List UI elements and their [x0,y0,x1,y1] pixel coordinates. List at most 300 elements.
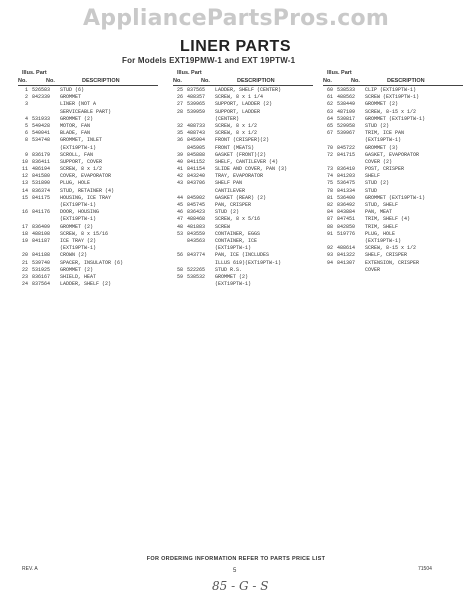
part-row [18,252,158,259]
illus-number [18,145,30,152]
part-number: 845722 [337,144,356,151]
part-row [173,238,313,245]
illus-part-header: Illus. Part [177,70,202,76]
part-row [18,152,158,159]
part-description: SHELF PAN [215,180,243,187]
illus-number: 62 [326,101,333,108]
description-header: DESCRIPTION [82,78,120,84]
part-description: EXTENSION, CRISPER [365,259,420,266]
part-row [18,145,158,152]
part-row [173,224,313,231]
part-row [323,267,463,274]
part-row [18,173,158,180]
part-description: CANTILEVER [215,187,246,194]
part-row [323,152,463,159]
part-description: LADDER, SHELF (2) [60,281,112,288]
illus-number: 45 [176,202,183,208]
part-description: GROMMET (EXT19PTW-1) [365,115,426,122]
illus-number [323,267,335,274]
part-number [30,245,60,252]
illus-number: 4 [24,115,28,122]
illus-number: 19 [21,237,28,244]
part-description: STUD R.S. [215,266,243,273]
part-row [173,173,313,180]
illus-number: 21 [21,259,28,266]
part-description: SCREW (EXT19PTW-1) [365,94,420,101]
illus-number: 72 [326,151,333,158]
part-description: SHELF, CANTILEVER (4) [215,158,279,165]
part-row [173,145,313,152]
part-description: POST, CRISPER [365,166,405,173]
part-description: SCREW, 8 x 1/2 [215,130,258,137]
part-row [173,195,313,202]
part-row [18,180,158,187]
illus-number: 12 [21,173,28,180]
part-number: 488468 [187,216,206,223]
part-description: SCROLL, FAN [60,151,94,158]
part-number: 488733 [187,122,206,129]
part-row [18,238,158,245]
part-number [335,267,365,274]
part-description: (EXT19PTW-1) [60,202,97,208]
illus-number: 2 [24,94,28,101]
illus-number: 91 [326,230,333,237]
illus-number: 75 [326,180,333,187]
part-number: 836374 [32,187,51,194]
illus-number: 81 [326,194,333,201]
part-description: GASKET (REAR) (2) [215,194,267,201]
part-description: STUD, RETAINER (4) [60,187,115,194]
part-row [173,260,313,267]
part-number: 539959 [187,108,206,115]
illus-number [173,188,185,195]
part-number: 836409 [32,223,51,230]
part-number: 522265 [187,266,206,273]
illus-number [323,159,335,166]
part-description: ILLUS 619)(EXT19PTW-1) [215,259,282,266]
illus-number: 92 [326,245,333,252]
illus-number: 3 [24,101,28,108]
part-description: TRAY, EVAPORATOR [215,173,264,180]
part-no-header: No. [201,78,210,84]
part-number [30,202,60,209]
part-number: 845745 [187,202,206,208]
part-row [173,231,313,238]
parts-rows [173,87,313,288]
illus-number [173,281,185,288]
part-row [323,94,463,101]
part-number: 841187 [32,237,51,244]
part-number: 538532 [187,273,206,280]
part-number: 845904 [187,137,206,144]
part-row [323,159,463,166]
part-description: PAN, MEAT [365,209,393,216]
part-row [173,101,313,108]
part-description: SERVICEABLE PART) [60,108,112,115]
illus-number: 88 [326,223,333,230]
illus-number: 35 [176,130,183,137]
illus-number: 20 [21,252,28,259]
illus-number: 40 [176,158,183,165]
illus-number [323,137,335,144]
part-description: GROMMET (2) [60,266,94,273]
part-number: 836411 [32,158,51,165]
part-description: (EXT19PTW-1) [215,245,252,252]
part-description: ICE TRAY (2) [60,237,97,244]
part-number: 845902 [187,194,206,201]
part-description: SLIDE AND COVER, PAN (3) [215,166,288,173]
illus-number [173,238,185,245]
column-header [18,70,158,86]
part-row [173,202,313,209]
part-row [18,188,158,195]
part-row [18,195,158,202]
part-number: 836410 [337,166,356,173]
part-row [323,166,463,173]
parts-rows [323,87,463,274]
illus-number: 42 [176,173,183,180]
part-row [323,123,463,130]
illus-number: 23 [21,273,28,280]
part-number: 486194 [32,166,51,173]
part-number: 841152 [187,158,206,165]
part-number [30,109,60,116]
part-description: SCREW, 8 x 1/2 [60,166,103,173]
part-number: 836179 [32,151,51,158]
part-number [185,116,215,123]
part-number: 836492 [337,202,356,208]
part-row [18,94,158,101]
part-number: 531890 [32,180,51,187]
ordering-footer: FOR ORDERING INFORMATION REFER TO PARTS PRICE LIST [146,556,326,562]
handwritten-note: 85 - G - S [212,579,269,593]
part-number: 841715 [337,151,356,158]
part-number [185,281,215,288]
part-number: 837564 [32,281,51,288]
part-number: 488108 [32,230,51,237]
illus-number: 15 [21,194,28,201]
document-code: 71504 [418,566,432,572]
part-number: 841203 [337,173,356,180]
part-row [323,109,463,116]
parts-column-2 [173,70,313,288]
part-description: CONTAINER, EGGS [215,230,261,237]
illus-number: 61 [326,94,333,101]
part-description: GROMMET (2) [60,223,94,230]
illus-number: 70 [326,144,333,151]
part-description: SCREW, 8 x 1/2 [215,122,258,129]
part-row [18,116,158,123]
part-row [18,137,158,144]
part-row [173,123,313,130]
part-row [173,159,313,166]
part-row [18,202,158,209]
illus-number [18,202,30,209]
illus-number: 60 [326,87,333,93]
illus-number: 94 [326,259,333,266]
illus-number: 28 [176,108,183,115]
part-number: 837565 [187,87,206,93]
illus-number: 32 [176,122,183,129]
part-description: (EXT19PTW-1) [365,237,402,244]
part-row [173,180,313,187]
no-header: No. [323,78,332,84]
illus-number [18,245,30,252]
illus-number: 11 [21,166,28,173]
part-number: 841154 [187,166,206,173]
part-number: 843563 [187,237,206,244]
illus-number [173,260,185,267]
part-number: 847451 [337,216,356,223]
part-number: 538533 [337,87,356,93]
part-row [323,202,463,209]
page-subtitle: For Models EXT19PMW-1 and EXT 19PTW-1 [122,56,296,65]
illus-number: 26 [176,94,183,101]
description-header: DESCRIPTION [237,78,275,84]
illus-number: 64 [326,115,333,122]
illus-number: 53 [176,230,183,237]
illus-number: 63 [326,108,333,115]
part-description: (EXT19PTW-1) [215,281,252,288]
part-number: 539967 [337,130,356,137]
illus-number: 73 [326,166,333,173]
illus-number: 84 [326,209,333,216]
part-number: 488562 [337,94,356,101]
part-row [173,166,313,173]
part-row [18,130,158,137]
illus-number: 9 [24,151,28,158]
part-description: MOTOR, FAN [60,122,91,129]
part-number: 845888 [187,151,206,158]
illus-number: 56 [176,252,183,259]
illus-number: 25 [176,87,183,93]
illus-number: 41 [176,166,183,173]
part-description: STUD (6) [60,87,85,93]
part-row [173,209,313,216]
part-description: GASKET, EVAPORATOR [365,151,420,158]
part-description: COVER, EVAPORATOR [60,173,112,180]
illus-part-header: Illus. Part [327,70,352,76]
part-row [18,267,158,274]
illus-number: 1 [24,87,28,93]
part-description: TRIM, SHELF (4) [365,216,411,223]
part-row [18,166,158,173]
part-description: GASKET (FRONT)(2) [215,151,267,158]
part-description: SCREW, 8-15 x 1/2 [365,108,417,115]
part-number: 531925 [32,266,51,273]
part-row [323,209,463,216]
part-description: (EXT19PTW-1) [60,144,97,151]
part-row [323,137,463,144]
part-number: 540041 [32,130,51,137]
part-row [18,87,158,94]
illus-number [323,238,335,245]
part-description: SCREW, 8 x 1 1/4 [215,94,264,101]
part-description: CROWN (2) [60,252,88,259]
part-row [173,87,313,94]
part-description: PLUG, HOLE [60,180,91,187]
part-row [173,216,313,223]
part-number: 531933 [32,115,51,122]
part-number [30,216,60,223]
part-description: CONTAINER, ICE [215,237,258,244]
part-number: 539740 [32,259,51,266]
part-description: GROMMET [60,94,82,101]
illus-number: 36 [176,137,183,144]
illus-number: 46 [176,209,183,216]
part-description: SUPPORT, COVER [60,158,103,165]
part-row [323,101,463,108]
part-row [323,145,463,152]
part-description: FRONT (MEATS) [215,144,255,151]
illus-number: 82 [326,202,333,208]
part-row [323,216,463,223]
illus-number: 17 [21,223,28,230]
page-title: LINER PARTS [180,38,291,55]
illus-number: 87 [326,216,333,223]
part-number: 549428 [32,122,51,129]
part-row [173,274,313,281]
no-header: No. [18,78,27,84]
illus-number [18,109,30,116]
part-row [173,267,313,274]
part-number [335,137,365,144]
part-description: COVER (2) [365,158,393,165]
part-row [18,216,158,223]
part-row [323,238,463,245]
part-row [18,123,158,130]
part-number [185,245,215,252]
part-description: (CENTER) [215,115,240,122]
part-number: 539965 [187,101,206,108]
part-row [173,94,313,101]
column-header [173,70,313,86]
part-number: 836423 [187,209,206,216]
part-row [173,252,313,259]
part-number: 843240 [187,173,206,180]
part-number: 488614 [337,245,356,252]
part-description: TRIM, ICE PAN [365,130,405,137]
part-row [173,130,313,137]
part-number: 841176 [32,209,51,216]
illus-number [173,245,185,252]
part-description: SHELF [365,173,381,180]
part-description: GROMMET (2) [365,101,399,108]
illus-number: 59 [176,273,183,280]
part-description: CLIP (EXT19PTW-1) [365,87,417,93]
part-row [323,180,463,187]
illus-number: 44 [176,194,183,201]
part-description: GROMMET (EXT19PTW-1) [365,194,426,201]
part-description: (EXT19PTW-1) [60,216,97,223]
part-description: SUPPORT, LADDER (2) [215,101,273,108]
part-description: GROMMET (3) [365,144,399,151]
illus-number: 67 [326,130,333,137]
part-row [323,195,463,202]
part-number: 841322 [337,252,356,259]
part-row [18,101,158,108]
part-row [323,188,463,195]
part-row [18,260,158,267]
part-description: SHELF, CRISPER [365,252,408,259]
part-description: SPACER, INSULATOR (6) [60,259,124,266]
illus-number: 48 [176,223,183,230]
illus-number: 6 [24,130,28,137]
part-description: (EXT19PTW-1) [60,245,97,252]
part-description: STUD, SHELF [365,202,399,208]
part-description: SCREW, 8 x 5/16 [215,216,261,223]
part-number: 488357 [187,94,206,101]
part-no-header: No. [46,78,55,84]
part-number: 841175 [32,194,51,201]
part-row [18,159,158,166]
part-number: 841580 [32,173,51,180]
part-number: 530817 [337,115,356,122]
part-number: 841334 [337,187,356,194]
part-row [323,116,463,123]
illus-number: 8 [24,137,28,144]
part-number: 845905 [187,144,206,151]
part-number: 836167 [32,273,51,280]
part-row [323,245,463,252]
part-description: PAN, CRISPER [215,202,252,208]
part-number [335,159,365,166]
part-number: 841307 [337,259,356,266]
part-row [173,109,313,116]
part-row [323,260,463,267]
illus-number: 39 [176,151,183,158]
part-no-header: No. [351,78,360,84]
parts-column-3 [323,70,463,274]
part-number: 843559 [187,230,206,237]
part-row [173,188,313,195]
no-header: No. [173,78,182,84]
illus-number: 27 [176,101,183,108]
illus-number: 14 [21,187,28,194]
part-description: PAN, ICE (INCLUDES [215,252,270,259]
part-description: HOUSING, ICE TRAY [60,194,112,201]
part-row [173,245,313,252]
part-description: (EXT19PTW-1) [365,137,402,144]
illus-part-header: Illus. Part [22,70,47,76]
part-row [18,281,158,288]
part-description: STUD (2) [215,209,240,216]
part-row [18,231,158,238]
part-description: GROMMET (2) [215,273,249,280]
part-row [323,231,463,238]
part-description: STUD [365,187,378,194]
part-description: SUPPORT, LADDER [215,108,261,115]
illus-number: 22 [21,266,28,273]
part-number: 538449 [337,101,356,108]
illus-number: 65 [326,122,333,129]
illus-number: 13 [21,180,28,187]
illus-number: 16 [21,209,28,216]
part-description: GROMMET, INLET [60,137,103,144]
part-description: SCREW, 8-15 x 1/2 [365,245,417,252]
part-number: 843884 [337,209,356,216]
part-number: 488743 [187,130,206,137]
page-number: 5 [233,568,237,574]
part-number [185,188,215,195]
illus-number: 78 [326,187,333,194]
part-number: 519776 [337,230,356,237]
illus-number [173,116,185,123]
part-row [173,137,313,144]
part-number [30,145,60,152]
illus-number: 58 [176,266,183,273]
illus-number: 18 [21,230,28,237]
